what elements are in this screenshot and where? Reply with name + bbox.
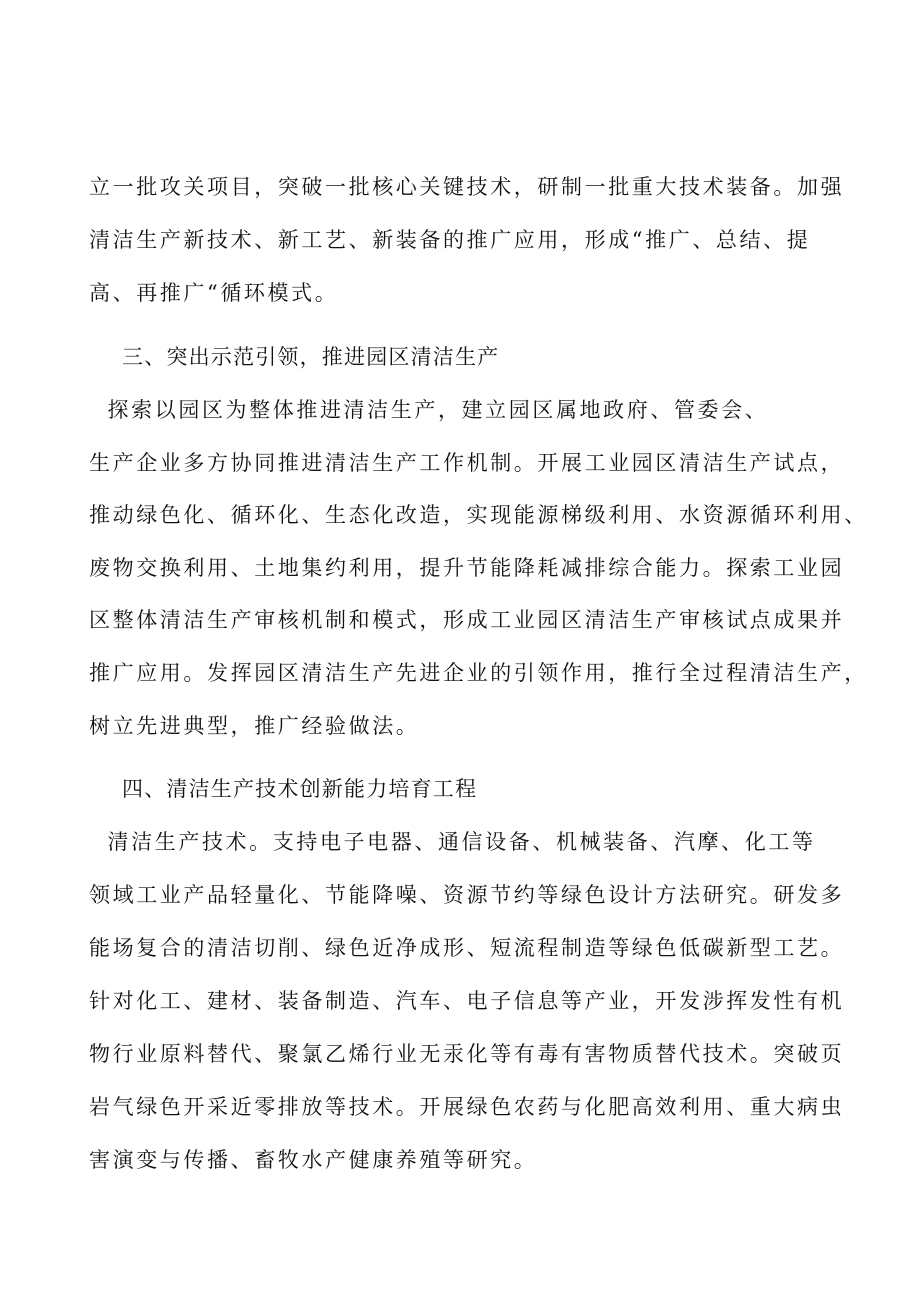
paragraph-line: 高、再推广“循环模式。 bbox=[89, 281, 339, 305]
paragraph-line: 针对化工、建材、装备制造、汽车、电子信息等产业，开发涉挥发性有机 bbox=[89, 989, 845, 1013]
paragraph-line: 领域工业产品轻量化、节能降噪、资源节约等绿色设计方法研究。研发多 bbox=[89, 883, 845, 907]
paragraph-line: 探索以园区为整体推进清洁生产，建立园区属地政府、管委会、 bbox=[89, 398, 769, 422]
paragraph-line: 清洁生产新技术、新工艺、新装备的推广应用，形成“推广、总结、提 bbox=[89, 228, 811, 252]
paragraph-line: 能场复合的清洁切削、绿色近净成形、短流程制造等绿色低碳新型工艺。 bbox=[89, 936, 845, 960]
paragraph-line: 物行业原料替代、聚氯乙烯行业无汞化等有毒有害物质替代技术。突破页 bbox=[89, 1042, 845, 1066]
paragraph-line: 害演变与传播、畜牧水产健康养殖等研究。 bbox=[89, 1148, 538, 1172]
paragraph-line: 岩气绿色开采近零排放等技术。开展绿色农药与化肥高效利用、重大病虫 bbox=[89, 1095, 845, 1119]
paragraph-line: 区整体清洁生产审核机制和模式，形成工业园区清洁生产审核试点成果并 bbox=[89, 608, 845, 632]
section-heading: 三、突出示范引领，推进园区清洁生产 bbox=[122, 345, 500, 369]
paragraph-line: 生产企业多方协同推进清洁生产工作机制。开展工业园区清洁生产试点， bbox=[89, 451, 845, 475]
paragraph-line: 废物交换利用、土地集约利用，提升节能降耗减排综合能力。探索工业园 bbox=[89, 556, 845, 580]
section-heading: 四、清洁生产技术创新能力培育工程 bbox=[122, 777, 478, 801]
paragraph-line: 立一批攻关项目，突破一批核心关键技术，研制一批重大技术装备。加强 bbox=[89, 175, 845, 199]
paragraph-line: 树立先进典型，推广经验做法。 bbox=[89, 714, 420, 738]
paragraph-line: 推动绿色化、循环化、生态化改造，实现能源梯级利用、水资源循环利用、 bbox=[89, 503, 868, 527]
paragraph-line: 清洁生产技术。支持电子电器、通信设备、机械装备、汽摩、化工等 bbox=[89, 830, 816, 854]
paragraph-line: 推广应用。发挥园区清洁生产先进企业的引领作用，推行全过程清洁生产， bbox=[89, 661, 868, 685]
